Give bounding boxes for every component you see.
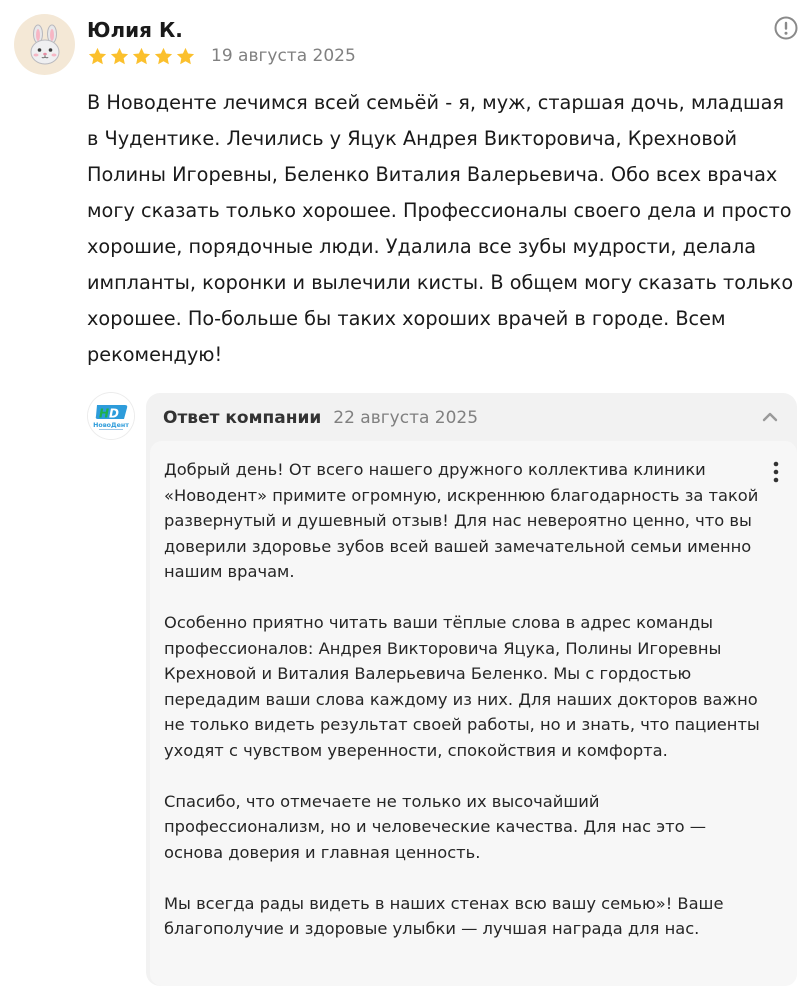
company-reply [146,393,797,986]
rating-stars [87,45,196,67]
reply-paragraph: Особенно приятно читать ваши тёплые слова в адрес команды профессионалов: Андрея Викторовича Яцука, Полины Игоревны Крехновой и Виталия Валерьевича Беленко. Мы с гордостью передадим ваши слова каждому из них. Для наших докторов важно не только видеть результат своей работы, но и знать, что пациенты уходят с чувством уверенности, спокойствия и комфорта. [164,613,760,760]
reply-date: 22 августа 2025 [333,408,479,428]
reply-text [164,457,764,942]
author-name[interactable]: Юлия К. [87,18,183,42]
svg-text:D: D [109,406,119,421]
star-icon [131,46,152,67]
reply-paragraph: Спасибо, что отмечаете не только их высочайший профессионализм, но и человеческие качества. Для нас это — основа доверия и главная ценность. [164,791,707,862]
reply-paragraph: Добрый день! От всего нашего дружного коллектива клиники «Новодент» примите огромную, искреннюю благодарность за такой развернутый и душевный отзыв! Для нас невероятно ценно, что вы доверили здоровье зубов всей вашей замечательной семьи именно нашим врачам. [164,460,759,581]
review-text: В Новоденте лечимся всей семьёй - я, муж, старшая дочь, младшая в Чудентике. Лечились у Яцук Андрея Викторовича, Крехновой Полины Игоревны, Беленко Виталия Валерьевича. Обо всех врачах могу сказать только хорошее. Профессионалы своего дела и просто хорошие, порядочные люди. Удалила все зубы мудрости, делала импланты, коронки и вылечили кисты. В общем могу сказать только хорошее. По-больше бы таких хороших врачей в городе. Всем рекомендую! [87,91,794,366]
author-avatar[interactable] [14,14,75,75]
star-icon [87,46,108,67]
more-vertical-icon[interactable] [767,459,785,487]
company-logo[interactable] [88,393,134,439]
star-icon [175,46,196,67]
exclamation-circle-icon[interactable] [773,15,799,41]
reply-title: Ответ компании [163,408,322,428]
bunny-emoji-icon [23,23,67,67]
svg-text:H: H [99,406,110,421]
novodent-logo [88,393,134,439]
reply-header[interactable] [163,404,478,432]
reply-paragraph: Мы всегда рады видеть в наших стенах всю вашу семью»! Ваше благополучие и здоровые улыбки — лучшая награда для нас. [164,893,724,938]
reply-body [150,441,797,986]
star-icon [153,46,174,67]
chevron-up-icon[interactable] [759,406,781,428]
company-logo-text: НовоДент [93,422,129,429]
star-icon [109,46,130,67]
review-date: 19 августа 2025 [211,46,356,66]
